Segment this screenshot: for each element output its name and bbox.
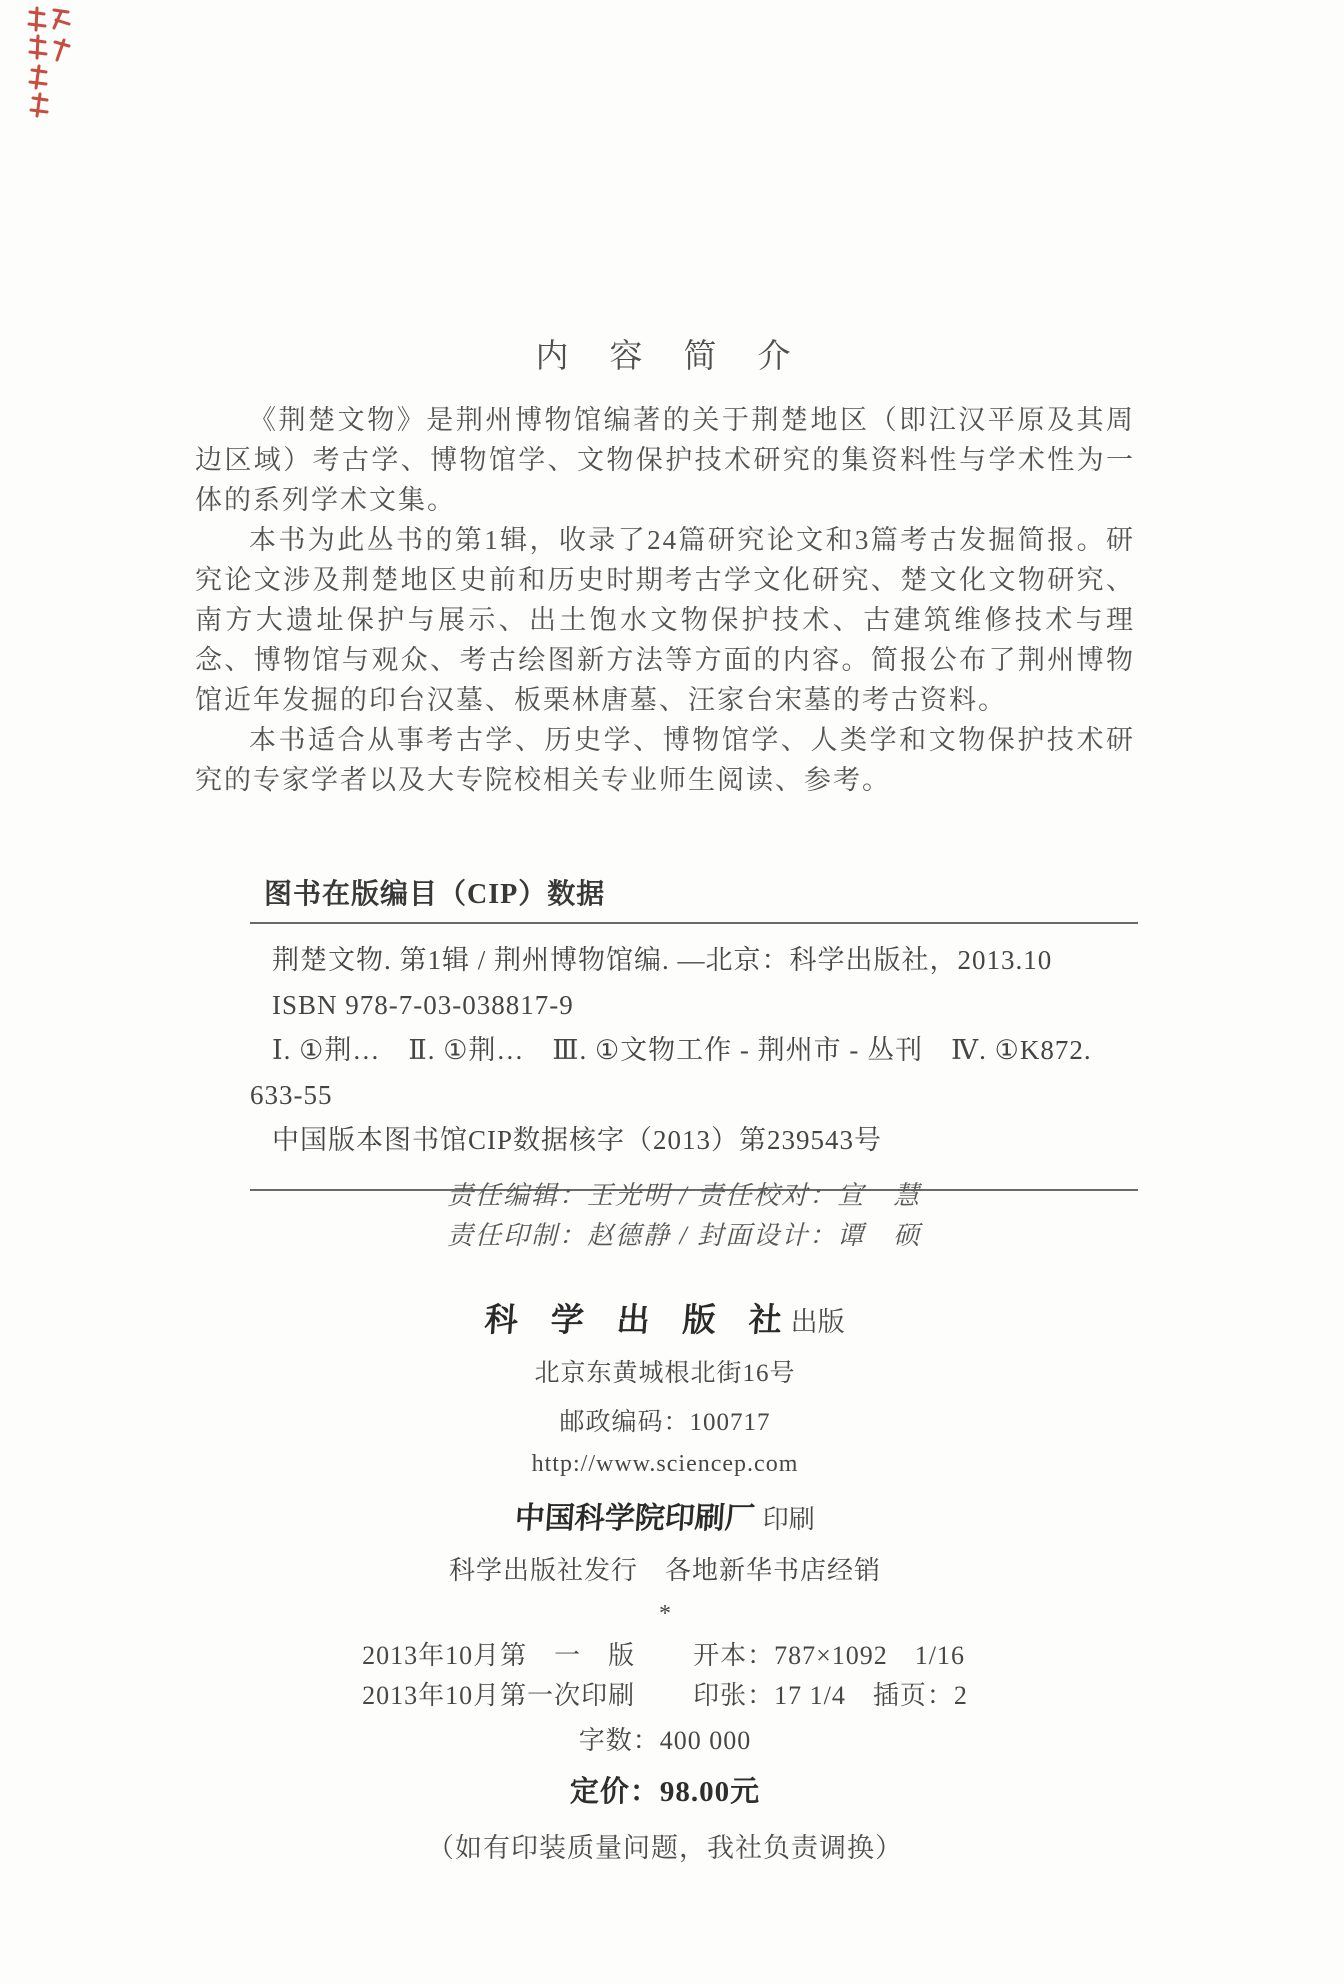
printer-name-line (195, 1493, 1135, 1537)
cip-line-title: 荆楚文物. 第1辑 / 荆州博物馆编. —北京：科学出版社，2013.10 (272, 945, 1053, 975)
cip-line-record-number: 中国版本图书馆CIP数据核字（2013）第239543号 (272, 1125, 883, 1155)
word-count: 字数：400 000 (578, 1726, 752, 1755)
cip-body (250, 924, 1138, 1179)
colophon-block (195, 1294, 1135, 1865)
staff-credits (447, 1176, 921, 1256)
impression-line: 2013年10月第一次印刷 (362, 1681, 636, 1710)
credit-line-printing: 责任印制：赵德静 / 封面设计：谭 硕 (447, 1221, 922, 1250)
sheets-line: 印张：17 1/4 插页：2 (693, 1681, 968, 1710)
publisher-address: 北京东黄城根北街16号 (534, 1360, 796, 1387)
format-line: 开本：787×1092 1/16 (693, 1641, 966, 1670)
intro-paragraph: 本书适合从事考古学、历史学、博物馆学、人类学和文物保护技术研究的专家学者以及大专院校相关专业师生阅读、参考。 (195, 725, 1135, 795)
section-title: 内 容 简 介 (535, 339, 795, 375)
printer-role-label: 印刷 (762, 1505, 815, 1534)
printer-logo-script: 中国科学院印刷厂 (513, 1502, 757, 1535)
price: 定价：98.00元 (569, 1776, 761, 1808)
intro-paragraph: 《荆楚文物》是荆州博物馆编著的关于荆楚地区（即江汉平原及其周边区域）考古学、博物馆学、文物保护技术研究的集资料性与学术性为一体的系列学术文集。 (195, 405, 1135, 515)
publisher-website: http://www.sciencep.com (531, 1451, 799, 1477)
edition-line: 2013年10月第 一 版 (362, 1641, 636, 1670)
publisher-name-line (195, 1294, 1135, 1341)
distribution-line: 科学出版社发行 各地新华书店经销 (448, 1556, 881, 1585)
print-info-rows (195, 1636, 1135, 1716)
publisher-logo-script: 科 学 出 版 社 (483, 1303, 784, 1339)
intro-paragraph: 本书为此丛书的第1辑，收录了24篇研究论文和3篇考古发掘简报。研究论文涉及荆楚地区史前和历史时期考古学文化研究、楚文化文物研究、南方大遗址保护与展示、出土饱水文物保护技术、古建筑维修技术与理念、博物馆与观众、考古绘图新方法等方面的内容。简报公布了荆州博物馆近年发掘的印台汉墓、板栗林唐墓、汪家台宋墓的考古资料。 (195, 525, 1135, 715)
cip-heading: 图书在版编目（CIP）数据 (264, 879, 606, 910)
publisher-postcode: 邮政编码：100717 (559, 1409, 771, 1436)
cip-line-classification: Ⅰ. ①荆… Ⅱ. ①荆… Ⅲ. ①文物工作 - 荆州市 - 丛刊 Ⅳ. ①K872. (272, 1035, 1092, 1065)
cip-line-isbn: ISBN 978-7-03-038817-9 (272, 990, 574, 1020)
cip-line-classification-cont: 633-55 (250, 1080, 333, 1110)
intro-text (195, 400, 1135, 800)
divider-star: * (659, 1601, 671, 1627)
cip-data-box (250, 872, 1138, 1191)
red-ink-marks (24, 4, 72, 120)
quality-notice: （如有印装质量问题，我社负责调换） (427, 1833, 903, 1863)
publisher-role-label: 出版 (790, 1307, 845, 1337)
credit-line-editor: 责任编辑：王光明 / 责任校对：宣 慧 (447, 1181, 922, 1210)
